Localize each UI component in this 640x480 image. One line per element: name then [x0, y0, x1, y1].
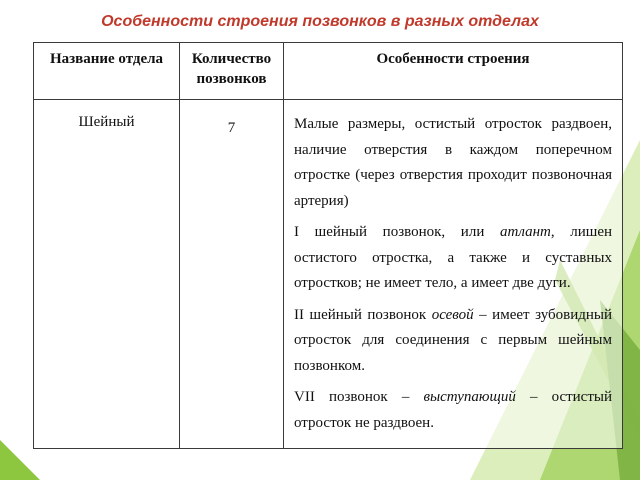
feature-paragraph-general [294, 112, 612, 214]
table-header-row [34, 43, 623, 100]
vertebrae-table [33, 42, 623, 449]
feature-term-axis: осевой [431, 306, 474, 323]
feature-paragraph-atlas [294, 220, 612, 297]
cell-structure-features [284, 100, 623, 449]
table-row [34, 100, 623, 449]
feature-text-pre: VII позвонок – [294, 389, 424, 405]
feature-term-atlas: атлант [500, 224, 551, 240]
header-section-name: Название отдела [34, 43, 180, 100]
slide-title: Особенности строения позвонков в разных отделах [101, 13, 539, 30]
cell-section-name: Шейный [34, 100, 180, 449]
feature-term-prominens: выступающий [423, 389, 516, 405]
feature-text-post: , лишен остистого отростка, а также и суставных отростков; не имеет тело, а имеет две дуги. [294, 224, 613, 291]
feature-text-pre: I шейный позвонок, или [294, 224, 501, 240]
feature-text-post: – остистый отросток не раздвоен. [294, 389, 613, 431]
feature-text-post: – имеет зубовидный отросток для соединения с первым шейным позвонком. [294, 306, 613, 374]
feature-text: Малые размеры, остистый отросток раздвоен, наличие отверстия в каждом поперечном отростке (через отверстия проходит позвоночная артерия) [294, 116, 612, 209]
feature-text-pre: II шейный позвонок [294, 306, 432, 323]
header-structure-features: Особенности строения [284, 43, 623, 100]
header-vertebrae-count: Количество позвонков [180, 43, 284, 100]
cell-vertebrae-count: 7 [180, 100, 284, 449]
feature-paragraph-axis [294, 303, 612, 380]
feature-paragraph-prominens [294, 385, 612, 436]
